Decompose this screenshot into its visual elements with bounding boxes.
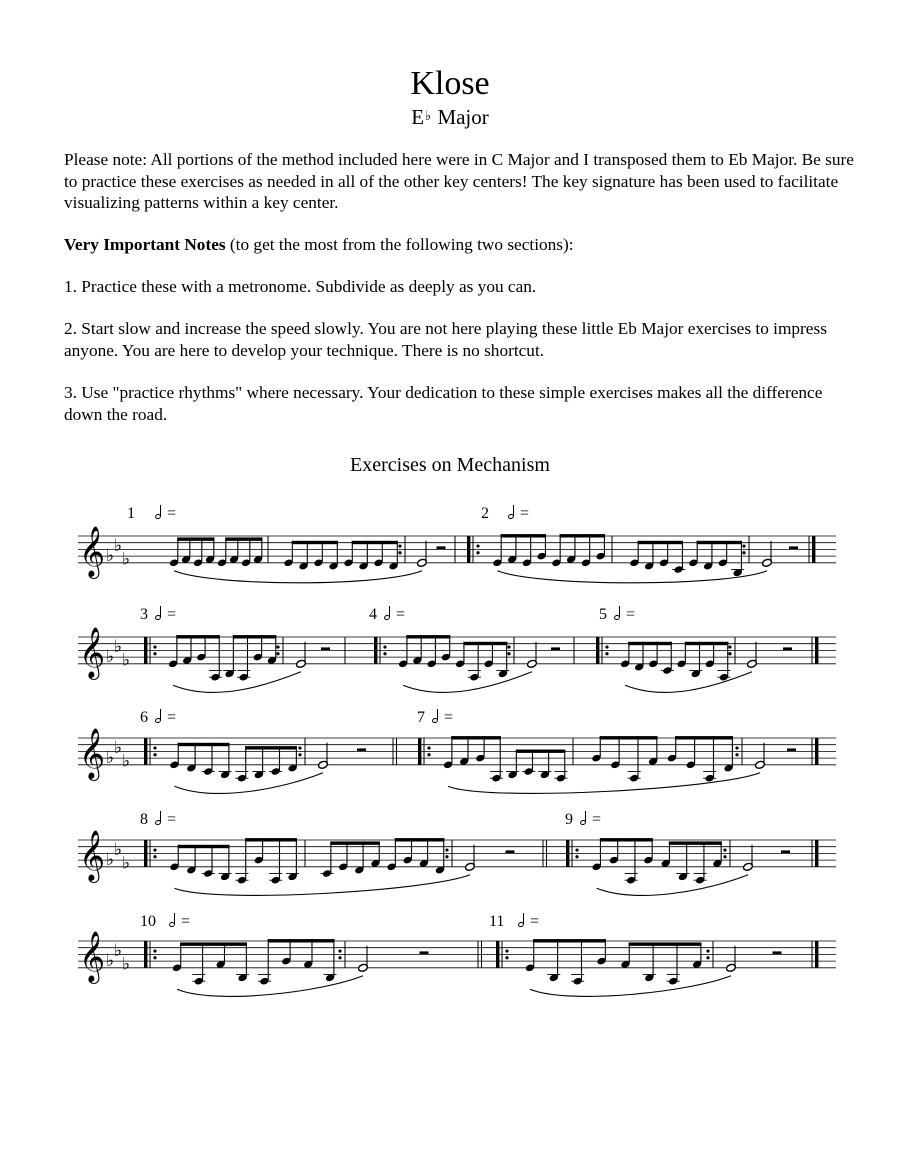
flat-icon: ♭ [106,951,115,972]
beam [268,939,335,942]
beam [178,743,230,746]
beam [233,635,276,638]
repeat-dot [153,855,156,858]
exercise-number: 9 [565,811,573,828]
flat-icon: ♭ [106,748,115,769]
flat-icon: ♭ [122,853,131,874]
repeat-dot [398,544,401,547]
half-rest-icon [321,647,330,650]
repeat-dot [742,544,745,547]
tip-3: 3. Use "practice rhythms" where necessary. Your dedication to these simple exercises makes all the difference down the road. [64,383,823,424]
repeat-dot [728,652,731,655]
repeat-dot [723,848,726,851]
tempo-equals: = [530,913,540,930]
repeat-dot [575,855,578,858]
beam [395,838,444,841]
flat-symbol: ♭ [425,108,432,123]
repeat-dot [153,652,156,655]
treble-clef-icon: 𝄞 [79,526,106,577]
tempo-equals: = [592,811,602,828]
half-rest-icon [781,850,790,853]
thick-barline [815,840,818,867]
exercise-number: 7 [417,709,425,726]
treble-clef-icon: 𝄞 [79,728,106,779]
repeat-dot [153,753,156,756]
flat-icon: ♭ [122,650,131,671]
slur [173,672,301,693]
tempo-equals: = [626,606,636,623]
flat-icon: ♭ [106,647,115,668]
beam [176,635,219,638]
flat-icon: ♭ [122,954,131,975]
page-title: Klose [410,65,490,102]
thick-barline [144,637,147,664]
beam [629,942,702,945]
beam [675,736,733,739]
slur [174,773,323,794]
beam [638,541,683,544]
beam [245,746,297,749]
repeat-dot [706,949,709,952]
repeat-dot [276,645,279,648]
repeat-dot [735,746,738,749]
exercise-number: 8 [140,811,148,828]
repeat-dot [276,652,279,655]
tempo-equals: = [181,913,191,930]
beam [245,838,297,841]
flat-icon: ♭ [106,850,115,871]
thick-barline [374,637,377,664]
repeat-dot [507,652,510,655]
exercise-number: 10 [140,913,156,930]
repeat-dot [153,746,156,749]
tempo-equals: = [167,505,177,522]
beam [463,642,507,645]
thick-barline [815,637,818,664]
beam [177,537,214,540]
flat-icon: ♭ [122,549,131,570]
flat-icon: ♭ [114,840,123,861]
repeat-dot [445,855,448,858]
tip-2: 2. Start slow and increase the speed slowly. You are not here playing these little Eb Major exercises to impress anyone. You are here to develop your technique. There is no shortcut. [64,319,827,360]
beam [669,841,722,844]
beam [352,541,398,544]
tempo-equals: = [444,709,454,726]
repeat-dot [505,956,508,959]
repeat-dot [338,949,341,952]
repeat-dot [507,645,510,648]
slur [597,875,748,896]
beam [451,736,500,739]
repeat-dot [476,544,479,547]
key-letter: E [411,105,425,129]
flat-icon: ♭ [106,546,115,567]
thick-barline [815,941,818,968]
half-rest-icon [783,647,792,650]
repeat-dot [427,753,430,756]
half-rest-icon [773,951,782,954]
repeat-dot [153,956,156,959]
flat-icon: ♭ [114,738,123,759]
slur [174,571,422,583]
beam [501,534,546,537]
repeat-dot [383,645,386,648]
thick-barline [496,941,499,968]
slur [625,672,752,693]
flat-icon: ♭ [114,536,123,557]
thick-barline [812,536,815,563]
repeat-dot [735,753,738,756]
beam [178,845,230,848]
exercise-number: 11 [489,913,505,930]
staff-system [78,728,836,793]
thick-barline [144,941,147,968]
repeat-dot [728,645,731,648]
staff-system [78,931,836,996]
repeat-dot [723,855,726,858]
repeat-dot [445,848,448,851]
repeat-dot [427,746,430,749]
beam [533,939,606,942]
exercise-number: 1 [127,505,135,522]
half-rest-icon [437,546,446,549]
slur [497,571,767,583]
thick-barline [144,840,147,867]
flat-icon: ♭ [114,637,123,658]
thick-barline [566,840,569,867]
slur [177,976,363,997]
staff-system [78,830,836,895]
beam [180,942,247,945]
repeat-dot [605,652,608,655]
repeat-dot [338,956,341,959]
beam [406,635,450,638]
repeat-dot [575,848,578,851]
flat-icon: ♭ [122,751,131,772]
thick-barline [815,738,818,765]
slur [174,875,470,896]
beam [225,537,262,540]
repeat-dot [605,645,608,648]
repeat-dot [476,551,479,554]
exercise-number: 5 [599,606,607,623]
exercise-number: 4 [369,606,377,623]
thick-barline [467,536,470,563]
staff-system [78,526,836,583]
repeat-dot [505,949,508,952]
repeat-dot [153,645,156,648]
repeat-dot [153,949,156,952]
flat-icon: ♭ [114,941,123,962]
tempo-equals: = [167,606,177,623]
repeat-dot [398,551,401,554]
tempo-equals: = [520,505,530,522]
thick-barline [144,738,147,765]
tempo-equals: = [396,606,406,623]
beam [292,541,338,544]
exercise-number: 3 [140,606,148,623]
beam [560,534,605,537]
repeat-dot [742,551,745,554]
slur [403,672,532,693]
repeat-dot [706,956,709,959]
staff-system [78,627,836,692]
repeat-dot [298,746,301,749]
half-rest-icon [551,647,560,650]
tempo-equals: = [167,709,177,726]
half-rest-icon [787,748,796,751]
treble-clef-icon: 𝄞 [79,830,106,881]
thick-barline [418,738,421,765]
section-title: Exercises on Mechanism [350,454,550,476]
beam [516,750,565,753]
exercise-number: 6 [140,709,148,726]
intro-note: Please note: All portions of the method included here were in C Major and I transposed them to Eb Major. Be sure to practice these exercises as needed in all of the other key centers! The key signature has been used to facilitate visualizing patterns within a key center. [64,150,854,212]
important-rest: (to get the most from the following two sections): [225,235,574,254]
exercise-number: 2 [481,505,489,522]
beam [600,838,653,841]
repeat-dot [383,652,386,655]
beam [600,736,658,739]
slur [530,976,731,997]
beam [685,642,728,645]
tempo-equals: = [167,811,177,828]
half-rest-icon [357,748,366,751]
thick-barline [596,637,599,664]
beam [628,642,671,645]
tip-1: 1. Practice these with a metronome. Subdivide as deeply as you can. [64,277,537,296]
treble-clef-icon: 𝄞 [79,931,106,982]
treble-clef-icon: 𝄞 [79,627,106,678]
beam [697,541,742,544]
half-rest-icon [420,951,429,954]
important-bold: Very Important Notes [64,235,226,254]
half-rest-icon [789,546,798,549]
repeat-dot [153,848,156,851]
repeat-dot [298,753,301,756]
key-mode: Major [437,105,489,129]
beam [330,841,379,844]
half-rest-icon [506,850,515,853]
